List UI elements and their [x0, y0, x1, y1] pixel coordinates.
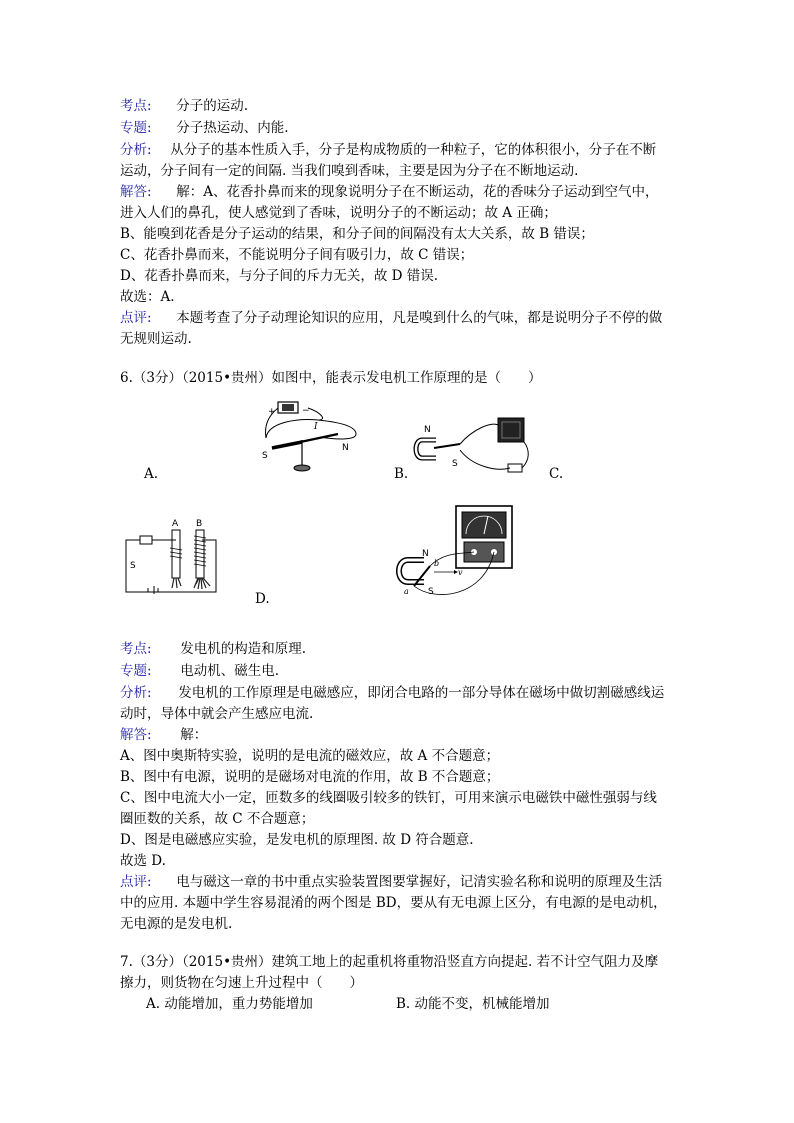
fenxi-line: 发电机的工作原理是电磁感应，即闭合电路的一部分导体在磁场中做切割磁感线运: [178, 685, 665, 701]
dianping-line: 本题考查了分子动理论知识的应用，凡是嗅到什么的气味，都是说明分子不停的做: [176, 310, 663, 326]
svg-text:S: S: [428, 587, 434, 597]
q7-option-a: A. 动能增加，重力势能增加: [146, 996, 313, 1012]
svg-text:a: a: [404, 587, 409, 596]
svg-text:I: I: [314, 422, 318, 432]
q7-option-b: B. 动能不变，机械能增加: [396, 996, 550, 1012]
figure-a-oersted: [258, 396, 368, 474]
svg-text:N: N: [342, 443, 349, 453]
q5-jieda-line2: 进入人们的鼻孔，使人感觉到了香味，说明分子的不断运动；故 A 正确；: [120, 205, 557, 221]
q6-jieda-line1: A、图中奥斯特实验，说明的是电流的磁效应，故 A 不合题意；: [120, 748, 500, 764]
svg-text:S: S: [262, 451, 268, 461]
figure-d-induction: [394, 502, 526, 602]
zhuanti-label: 专题:: [120, 120, 152, 136]
kaodian-text: 发电机的构造和原理.: [180, 641, 307, 657]
zhuanti-text: 电动机、磁生电.: [180, 663, 280, 679]
q5-zhuanti-row: [120, 118, 289, 138]
svg-text:b: b: [434, 559, 440, 568]
kaodian-label: 考点:: [120, 641, 152, 657]
q5-fenxi-row: [120, 140, 656, 160]
svg-text:S: S: [130, 561, 136, 571]
q6-fenxi-row: [120, 683, 664, 703]
zhuanti-text: 分子热运动、内能.: [176, 120, 289, 136]
q5-jieda-line5: D、花香扑鼻而来，与分子间的斥力无关，故 D 错误.: [120, 268, 439, 284]
dianping-line: 电与磁这一章的书中重点实验装置图要掌握好，记清实验名称和说明的原理及生活: [176, 874, 663, 890]
svg-text:A: A: [172, 519, 179, 529]
q6-dianping-row: [120, 872, 662, 892]
option-d-label: D.: [255, 591, 270, 607]
q6-kaodian-row: [120, 639, 306, 659]
q5-dianping-line2: 无规则运动.: [120, 331, 192, 347]
fenxi-line: 从分子的基本性质入手，分子是构成物质的一种粒子，它的体积很小，分子在不断: [170, 142, 657, 158]
q6-jieda-row: [120, 725, 207, 745]
q6-dianping-line2: 中的应用. 本题中学生容易混淆的两个图是 BD，要从有无电源上区分，有电源的是电动机，: [120, 895, 667, 911]
svg-text:+: +: [268, 407, 276, 417]
q6-fenxi-line2: 动时，导体中就会产生感应电流.: [120, 706, 314, 722]
figure-b-motor: [412, 410, 536, 482]
q7-stem-line1: 7.（3分）（2015•贵州）建筑工地上的起重机将重物沿竖直方向提起. 若不计空气阻力及摩: [120, 954, 659, 970]
q6-jieda-line5: D、图是电磁感应实验，是发电机的原理图. 故 D 符合题意.: [120, 832, 474, 848]
option-b-label: B.: [394, 466, 409, 482]
fenxi-label: 分析:: [120, 685, 152, 701]
kaodian-text: 分子的运动.: [176, 98, 249, 114]
svg-text:v: v: [458, 568, 463, 577]
jieda-head: 解：: [180, 727, 208, 743]
zhuanti-label: 专题:: [120, 663, 152, 679]
dianping-label: 点评:: [120, 310, 152, 326]
dianping-label: 点评:: [120, 874, 152, 890]
q6-answer: 故选 D.: [120, 853, 166, 869]
q7-stem-line2: 擦力，则货物在匀速上升过程中（ ）: [120, 975, 363, 991]
q6-stem: 6.（3分）（2015•贵州）如图中，能表示发电机工作原理的是（ ）: [120, 370, 542, 386]
q5-jieda-row: [120, 182, 659, 202]
jieda-line: 解：A、花香扑鼻而来的现象说明分子在不断运动，花的香味分子运动到空气中，: [176, 184, 659, 200]
option-c-label: C.: [549, 466, 564, 482]
q6-jieda-line4: 圈匝数的关系，故 C 不合题意；: [120, 811, 315, 827]
svg-text:S: S: [452, 459, 458, 469]
q5-dianping-row: [120, 308, 662, 328]
figure-c-electromagnet: [118, 518, 222, 598]
fenxi-label: 分析:: [120, 142, 152, 158]
jieda-label: 解答:: [120, 184, 152, 200]
q6-dianping-line3: 无电源的是发电机.: [120, 916, 233, 932]
q5-jieda-line4: C、花香扑鼻而来，不能说明分子间有吸引力，故 C 错误；: [120, 247, 474, 263]
q6-jieda-line3: C、图中电流大小一定，匝数多的线圈吸引较多的铁钉，可用来演示电磁铁中磁性强弱与线: [120, 790, 657, 806]
svg-text:N: N: [422, 549, 429, 559]
svg-text:−: −: [302, 406, 310, 416]
svg-text:N: N: [424, 425, 431, 435]
jieda-label: 解答:: [120, 727, 152, 743]
option-a-label: A.: [144, 466, 159, 482]
q5-kaodian-row: [120, 96, 248, 116]
q6-jieda-line2: B、图中有电源，说明的是磁场对电流的作用，故 B 不合题意；: [120, 769, 500, 785]
q5-answer: 故选：A.: [120, 289, 175, 305]
svg-text:B: B: [196, 519, 203, 529]
kaodian-label: 考点:: [120, 98, 152, 114]
q5-jieda-line3: B、能嗅到花香是分子运动的结果，和分子间的间隔没有太大关系，故 B 错误；: [120, 226, 594, 242]
q5-fenxi-line2: 运动，分子间有一定的间隔. 当我们嗅到香味，主要是因为分子在不断地运动.: [120, 163, 579, 179]
q6-zhuanti-row: [120, 661, 279, 681]
